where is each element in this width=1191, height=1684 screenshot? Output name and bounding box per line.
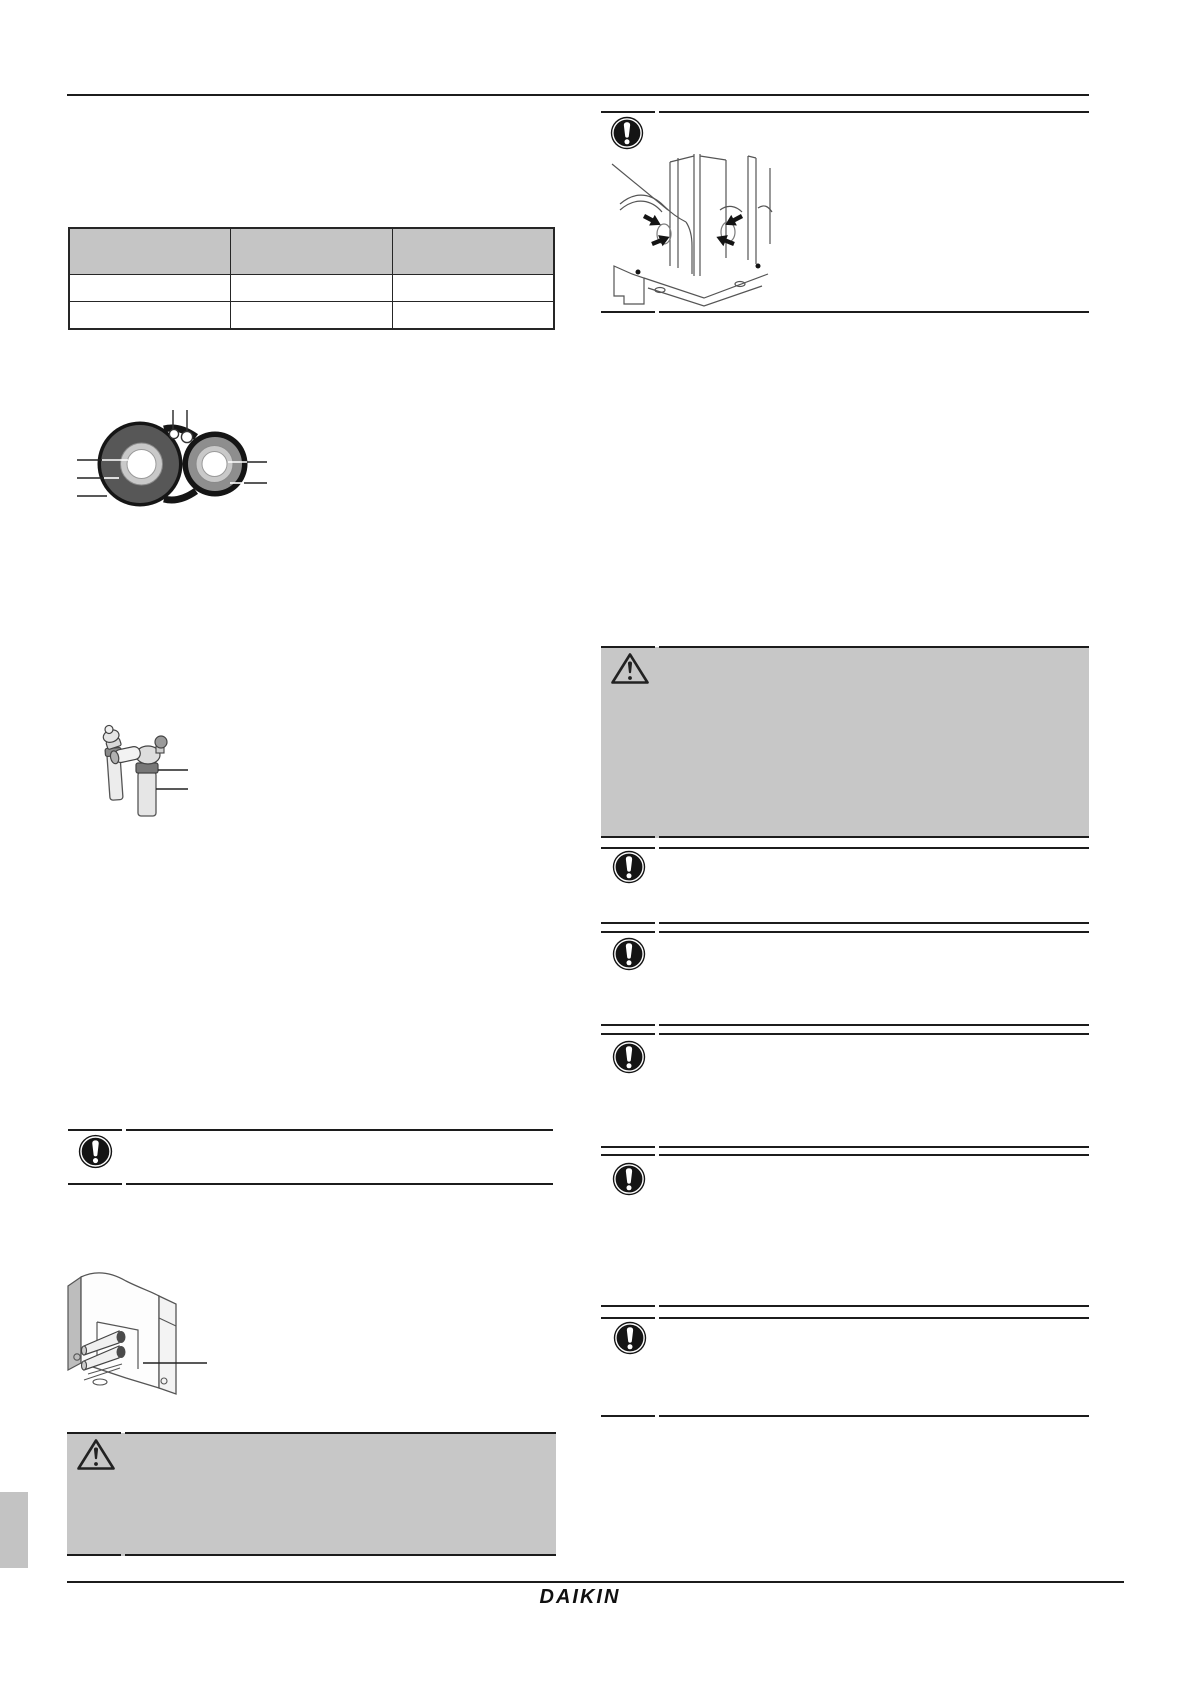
table-row	[69, 302, 554, 330]
notice-exclamation-icon	[612, 1040, 646, 1074]
wire-callout-circle	[169, 429, 178, 438]
table-header-cell	[69, 228, 231, 275]
table-cell	[231, 275, 393, 302]
warning-triangle-icon	[77, 1438, 115, 1471]
table-header-row	[69, 228, 554, 275]
pipe-insulation-cross-section-diagram	[75, 375, 275, 507]
wire-callout-circle	[181, 431, 192, 442]
notice-exclamation-icon	[612, 937, 646, 971]
notice-bottom-rule	[601, 1415, 1089, 1417]
notice-bottom-rule	[601, 1146, 1089, 1148]
notice-top-rule	[601, 1317, 1089, 1319]
notice-bottom-rule	[601, 1305, 1089, 1307]
capped-pipe-ends-illustration	[92, 710, 222, 822]
header-rule	[67, 94, 1089, 96]
table-cell	[69, 275, 231, 302]
warning-box-bottom-rule	[67, 1554, 556, 1556]
footer-rule	[67, 1581, 1124, 1583]
notice-bottom-rule-right-1	[601, 311, 1089, 313]
notice-exclamation-icon	[78, 1134, 113, 1169]
warning-box-left	[67, 1433, 556, 1556]
warning-box-bottom-rule	[601, 836, 1089, 838]
notice-top-rule	[601, 1033, 1089, 1035]
daikin-logo: DAIKIN	[539, 1586, 621, 1608]
notice-exclamation-icon	[612, 850, 646, 884]
notice-bottom-rule	[601, 1024, 1089, 1026]
table-cell	[392, 302, 554, 330]
table-header-cell	[231, 228, 393, 275]
notice-bottom-rule-left	[68, 1183, 553, 1185]
warning-box-top-rule	[601, 646, 1089, 648]
table-header-cell	[392, 228, 554, 275]
spec-table	[68, 227, 555, 330]
notice-exclamation-icon	[613, 1321, 647, 1355]
table-cell	[69, 302, 231, 330]
notice-exclamation-icon	[610, 116, 644, 150]
table-cell	[231, 302, 393, 330]
notice-top-rule	[601, 847, 1089, 849]
notice-top-rule	[601, 1154, 1089, 1156]
piping-direction-arrows	[641, 211, 745, 250]
notice-exclamation-icon	[612, 1162, 646, 1196]
notice-bottom-rule	[601, 922, 1089, 924]
table-cell	[392, 275, 554, 302]
page-edge-tab	[0, 1492, 28, 1568]
notice-top-rule	[601, 931, 1089, 933]
notice-top-rule-left	[68, 1129, 553, 1131]
warning-triangle-icon	[611, 652, 649, 685]
warning-box-right	[601, 647, 1089, 838]
table-row	[69, 275, 554, 302]
unit-pipe-exit-illustration	[64, 1266, 214, 1398]
unit-corner-piping-illustration	[608, 148, 778, 308]
notice-top-rule-right-1	[601, 111, 1089, 113]
warning-box-top-rule	[67, 1432, 556, 1434]
